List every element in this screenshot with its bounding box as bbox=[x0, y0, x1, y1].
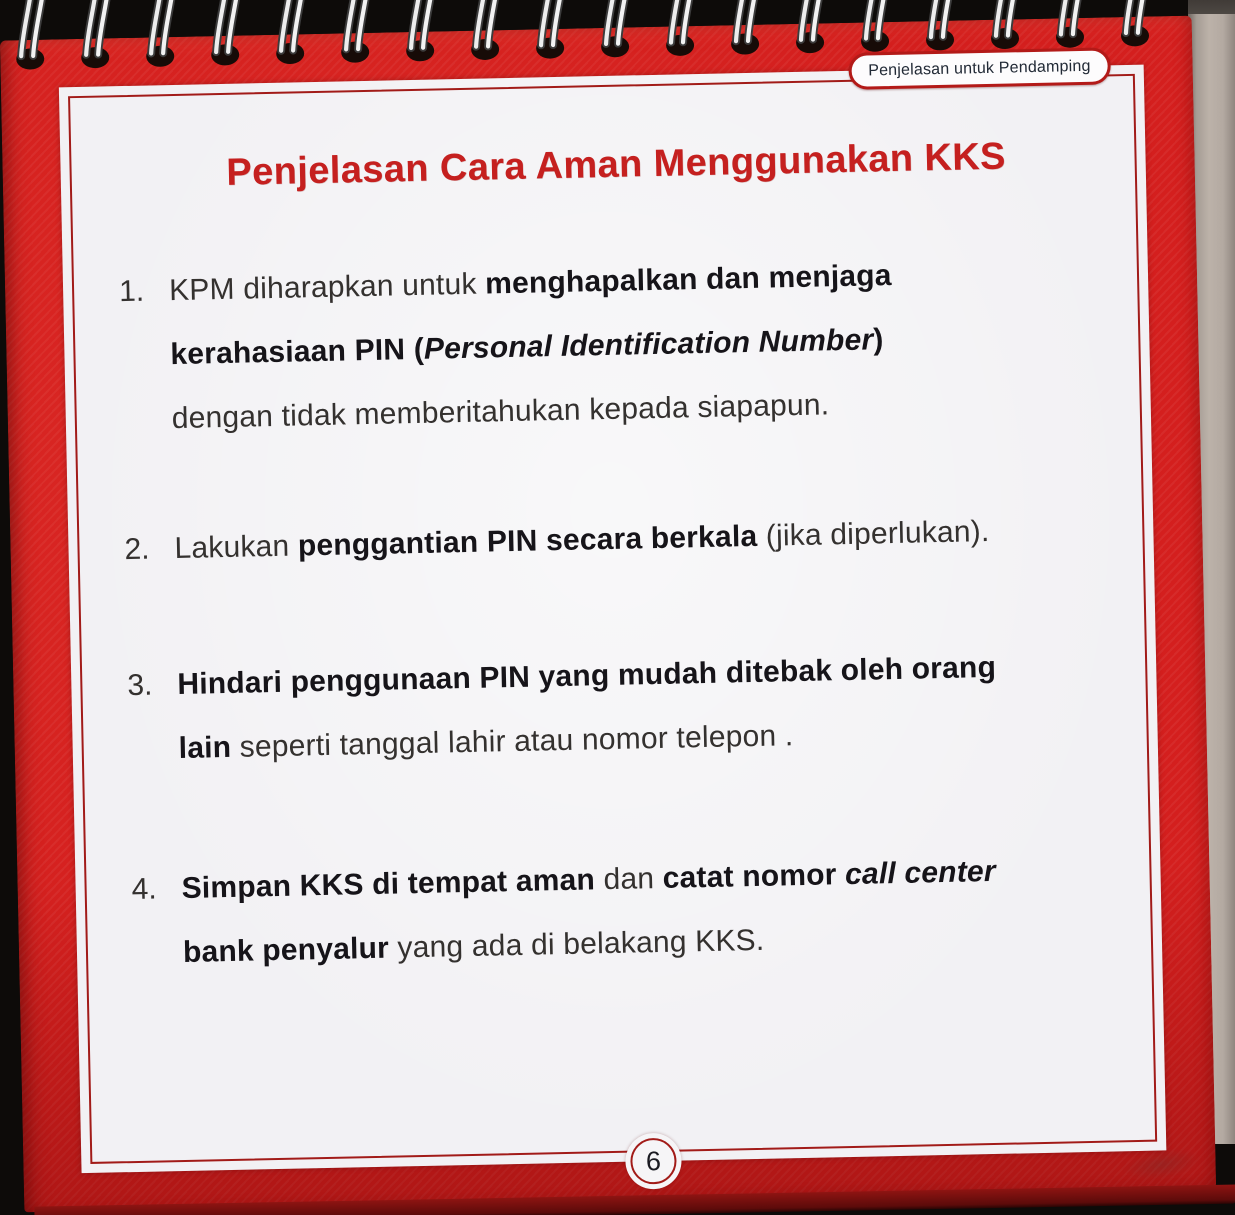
binding-loop-wire-icon bbox=[851, 0, 897, 55]
text-run: seperti tanggal lahir atau nomor telepon . bbox=[230, 719, 794, 764]
item-line bbox=[174, 497, 1124, 581]
binding-loop-wire-icon bbox=[721, 0, 767, 57]
panel-content bbox=[59, 65, 1167, 1173]
numbered-item-list bbox=[118, 239, 1132, 986]
list-item bbox=[124, 497, 1124, 582]
binding-loop-wire-icon bbox=[6, 0, 52, 72]
binding-loop-wire-icon bbox=[1046, 0, 1092, 51]
binding-loop-wire-icon bbox=[266, 0, 312, 67]
binding-loop-wire-icon bbox=[136, 0, 182, 70]
binding-loop-wire-icon bbox=[71, 0, 117, 71]
white-content-panel bbox=[59, 65, 1167, 1173]
page-number: 6 bbox=[645, 1145, 662, 1176]
text-run: dan bbox=[594, 861, 664, 897]
text-run: yang ada di belakang KKS. bbox=[388, 923, 765, 965]
text-run: ) bbox=[872, 323, 884, 357]
text-run: call center bbox=[844, 854, 997, 892]
page-title: Penjelasan Cara Aman Menggunakan KKS bbox=[225, 135, 1007, 194]
notebook-red-cover bbox=[0, 16, 1216, 1213]
text-run: Hindari penggunaan PIN yang mudah ditebak oleh orang bbox=[177, 650, 997, 702]
text-run: KPM diharapkan untuk bbox=[168, 267, 486, 308]
item-lines bbox=[181, 837, 1132, 985]
binding-loop-wire-icon bbox=[981, 0, 1027, 52]
text-run: (jika diperlukan). bbox=[756, 514, 990, 553]
section-tab-label: Penjelasan untuk Pendamping bbox=[868, 57, 1091, 79]
binding-loop-wire-icon bbox=[916, 0, 962, 53]
text-run: menghapalkan dan menjaga bbox=[484, 258, 892, 301]
text-run: Personal Identification Number bbox=[423, 323, 874, 366]
binding-loop-wire-icon bbox=[1111, 0, 1157, 49]
binding-loop-wire-icon bbox=[656, 0, 702, 59]
item-lines bbox=[168, 239, 1121, 451]
text-run: catat nomor bbox=[662, 858, 846, 895]
text-run: penggantian PIN secara berkala bbox=[297, 519, 758, 563]
text-run: kerahasiaan PIN ( bbox=[170, 332, 425, 372]
list-item bbox=[131, 837, 1132, 986]
list-item bbox=[118, 239, 1121, 452]
item-number: 1. bbox=[118, 274, 145, 309]
binding-loop-wire-icon bbox=[331, 0, 377, 66]
binding-loop-wire-icon bbox=[591, 0, 637, 60]
item-number: 4. bbox=[131, 872, 158, 907]
binding-loop-wire-icon bbox=[786, 0, 832, 56]
item-number: 3. bbox=[127, 668, 153, 703]
list-item bbox=[127, 633, 1128, 782]
item-lines bbox=[174, 497, 1124, 581]
text-run: Simpan KKS di tempat aman bbox=[181, 863, 596, 905]
item-number: 2. bbox=[124, 532, 150, 567]
section-tab bbox=[848, 47, 1111, 89]
binding-loop-wire-icon bbox=[461, 0, 507, 63]
text-run: lain bbox=[178, 730, 232, 766]
binding-loop-wire-icon bbox=[526, 0, 572, 62]
item-lines bbox=[177, 633, 1128, 781]
page-number-badge bbox=[625, 1133, 682, 1190]
text-run: Lakukan bbox=[174, 529, 299, 566]
text-run: dengan tidak memberitahukan kepada siapapun. bbox=[171, 388, 830, 436]
binding-loop-wire-icon bbox=[201, 0, 247, 68]
text-run: bank penyalur bbox=[182, 931, 390, 969]
page-number-ring bbox=[630, 1138, 677, 1185]
binding-loop-wire-icon bbox=[396, 0, 442, 64]
